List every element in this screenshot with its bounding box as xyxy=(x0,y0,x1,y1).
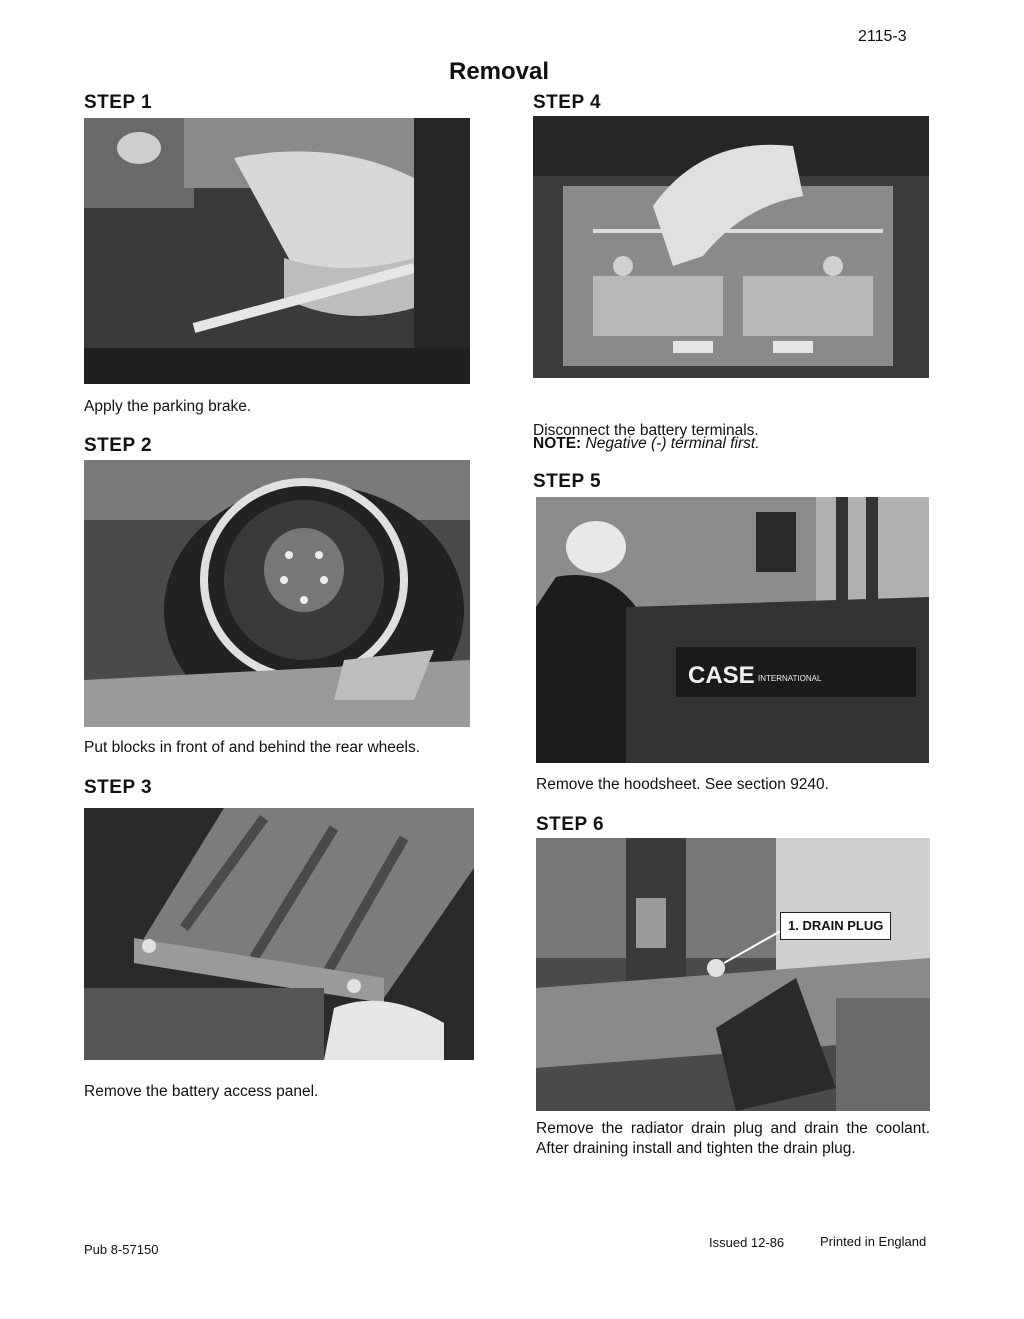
publication-number: Pub 8-57150 xyxy=(84,1242,159,1257)
step-1-label: STEP 1 xyxy=(84,92,153,113)
step-2-photo xyxy=(84,460,470,727)
step-4-photo xyxy=(533,116,929,378)
step-1-photo xyxy=(84,118,470,384)
drain-plug-callout: 1. DRAIN PLUG xyxy=(780,912,891,940)
section-title: Removal xyxy=(449,58,550,85)
page-number: 2115-3 xyxy=(858,28,907,45)
step-6-caption: Remove the radiator drain plug and drain the coolant. After draining install and tighten the drain plug. xyxy=(536,1120,930,1157)
step-5-label: STEP 5 xyxy=(533,471,602,492)
case-logo-text: CASE xyxy=(688,662,755,689)
step-2-label: STEP 2 xyxy=(84,435,153,456)
step-3-caption: Remove the battery access panel. xyxy=(84,1083,319,1100)
printed-location: Printed in England xyxy=(820,1234,927,1249)
note-label: NOTE: xyxy=(533,435,582,452)
note-text: Negative (-) terminal first. xyxy=(585,435,760,452)
step-5-caption: Remove the hoodsheet. See section 9240. xyxy=(536,776,829,793)
step-6-label: STEP 6 xyxy=(536,814,605,835)
step-4-note xyxy=(533,434,760,454)
case-logo-subtext: INTERNATIONAL xyxy=(758,674,822,683)
step-1-caption: Apply the parking brake. xyxy=(84,398,252,415)
step-3-photo xyxy=(84,808,474,1060)
step-4-label: STEP 4 xyxy=(533,92,602,113)
issued-date: Issued 12-86 xyxy=(709,1235,785,1250)
step-2-caption: Put blocks in front of and behind the rear wheels. xyxy=(84,739,421,756)
step-6-photo xyxy=(536,838,930,1111)
step-4-caption: Disconnect the battery terminals. xyxy=(533,422,759,439)
step-5-photo xyxy=(536,497,929,763)
step-3-label: STEP 3 xyxy=(84,777,153,798)
